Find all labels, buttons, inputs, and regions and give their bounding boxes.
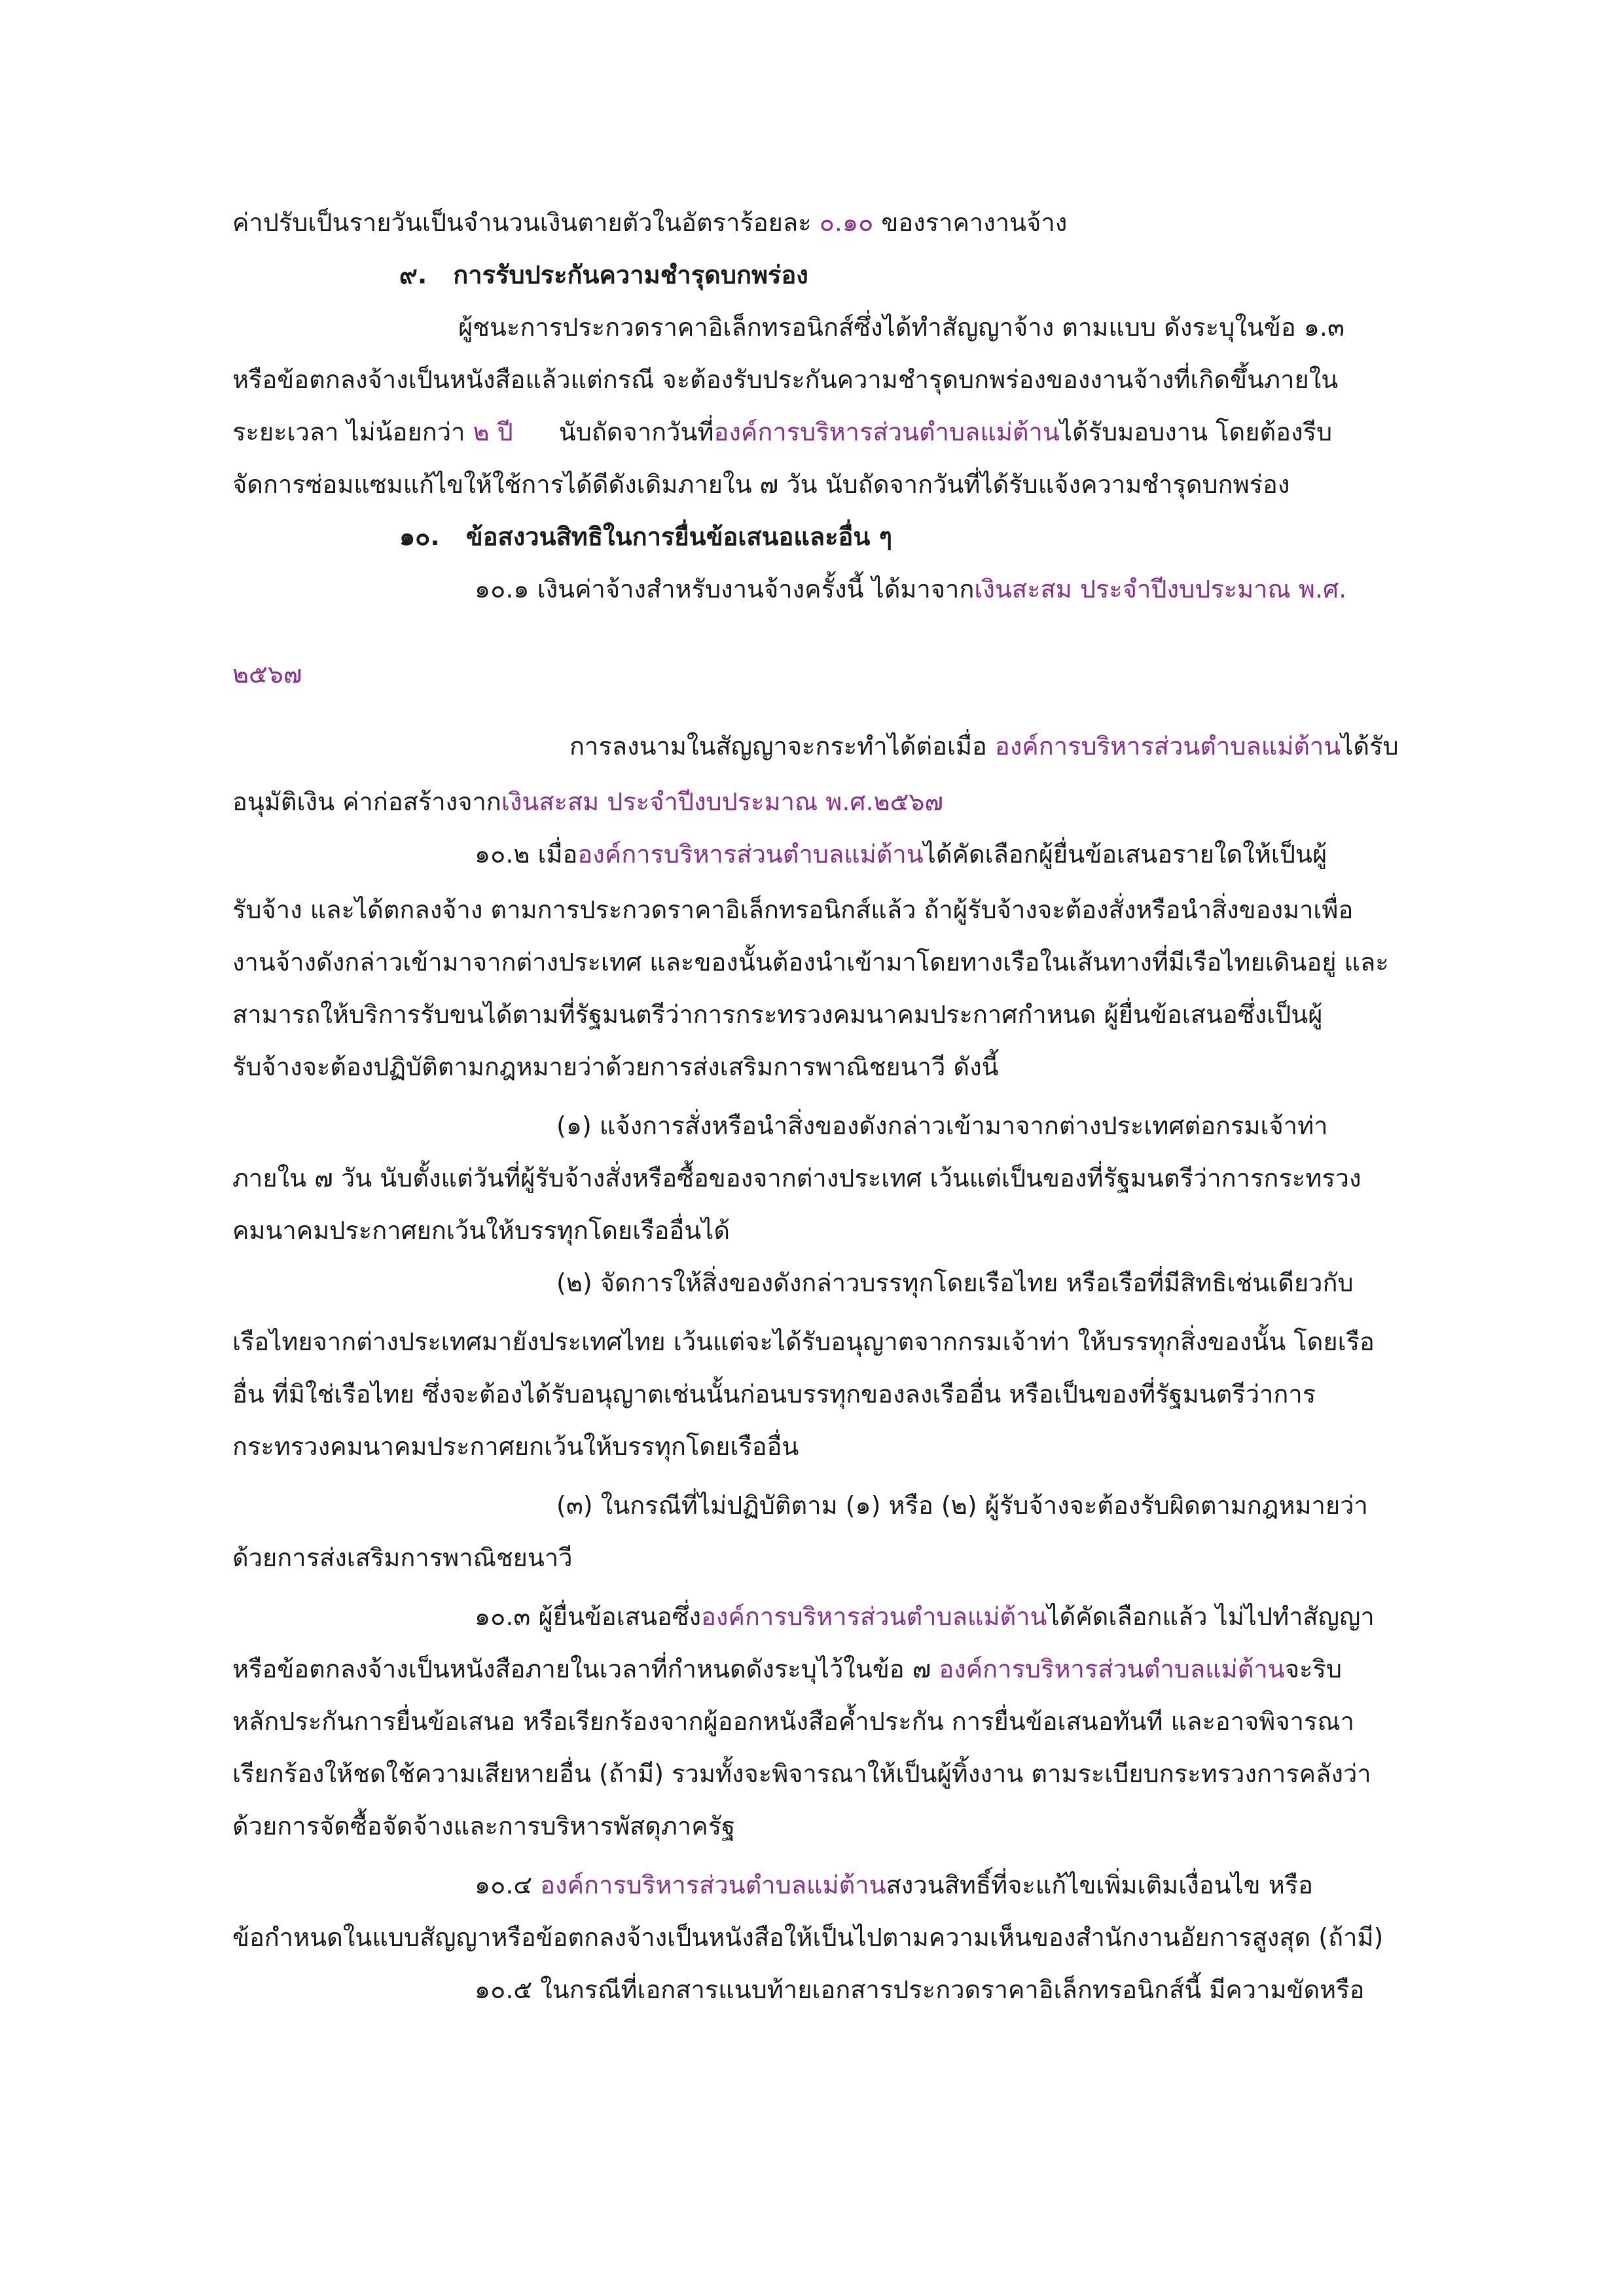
- text-line: [475, 828, 1327, 880]
- paragraph-text: ข้อกำหนดในแบบสัญญาหรือข้อตกลงจ้างเป็นหนังสือให้เป็นไปตามความเห็นของสำนักงานอัยการสูงสุด (ถ้ามี): [232, 1923, 1384, 1952]
- highlighted-value: เงินสะสม ประจำปีงบประมาณ พ.ศ.: [974, 575, 1347, 603]
- text-line: [232, 196, 1067, 249]
- paragraph-text: ๑๐.๕ ในกรณีที่เอกสารแนบท้ายเอกสารประกวดราคาอิเล็กทรอนิกส์นี้ มีความขัดหรือ: [475, 1975, 1365, 2004]
- text-segment: อนุมัติเงิน ค่าก่อสร้างจาก: [232, 787, 501, 816]
- paragraph-text: คมนาคมประกาศยกเว้นให้บรรทุกโดยเรืออื่นได้: [232, 1216, 730, 1245]
- paragraph-text: ผู้ชนะการประกวดราคาอิเล็กทรอนิกส์ซึ่งได้ทำสัญญาจ้าง ตามแบบ ดังระบุในข้อ ๑.๓: [458, 313, 1344, 342]
- text-line: [556, 1257, 1354, 1309]
- text-line: [232, 884, 1353, 936]
- paragraph-text: เรือไทยจากต่างประเทศมายังประเทศไทย เว้นแต่จะได้รับอนุญาตจากกรมเจ้าท่า ให้บรรทุกสิ่งของนั้น โดยเรือ: [232, 1327, 1375, 1356]
- paragraph-text: เรียกร้องให้ชดใช้ความเสียหายอื่น (ถ้ามี) รวมทั้งจะพิจารณาให้เป็นผู้ทิ้งงาน ตามระเบียบกระทรวงการคลังว่า: [232, 1759, 1371, 1788]
- text-line: [475, 1964, 1364, 2016]
- text-line: [232, 1911, 1383, 1964]
- highlighted-value: ๒ ปี: [473, 418, 513, 446]
- paragraph-text: จัดการซ่อมแซมแก้ไขให้ใช้การได้ดีดังเดิมภายใน ๗ วัน นับถัดจากวันที่ได้รับแจ้งความชำรุดบกพร่อง: [232, 470, 1290, 499]
- organization-name: องค์การบริหารส่วนตำบลแม่ต้าน: [577, 840, 924, 869]
- section-heading-9: [399, 249, 808, 301]
- paragraph-text: ด้วยการจัดซื้อจัดจ้างและการบริหารพัสดุภาครัฐ: [232, 1812, 736, 1840]
- highlighted-value: ๐.๑๐: [819, 208, 874, 237]
- text-line: [458, 301, 1344, 353]
- paragraph-text: รับจ้าง และได้ตกลงจ้าง ตามการประกวดราคาอิเล็กทรอนิกส์แล้ว ถ้าผู้รับจ้างจะต้องสั่งหรือนำสิ่งของมาเพื่อ: [232, 895, 1354, 924]
- text-segment: ระยะเวลา ไม่น้อยกว่า: [232, 418, 473, 446]
- text-line: [232, 1368, 1316, 1420]
- section-title: ข้อสงวนสิทธิในการยื่นข้อเสนอและอื่น ๆ: [465, 522, 892, 551]
- highlighted-value: ๒๕๖๗: [232, 660, 302, 689]
- text-line: [232, 776, 943, 828]
- highlighted-value: เงินสะสม ประจำปีงบประมาณ พ.ศ.๒๕๖๗: [501, 787, 944, 816]
- text-line: [232, 1643, 1342, 1695]
- text-line: [232, 1204, 730, 1257]
- text-line: [232, 988, 1323, 1041]
- text-segment: จะริบ: [1284, 1655, 1342, 1683]
- text-line: [475, 1859, 1313, 1911]
- text-line: [232, 1152, 1362, 1204]
- text-line: [232, 1316, 1375, 1368]
- paragraph-text: รับจ้างจะต้องปฏิบัติตามกฎหมายว่าด้วยการส่งเสริมการพาณิชยนาวี ดังนี้: [232, 1052, 999, 1081]
- text-line: [232, 353, 1338, 406]
- text-line: [232, 936, 1389, 988]
- text-line: [556, 1479, 1368, 1532]
- text-line: [475, 563, 1346, 615]
- text-segment: การลงนามในสัญญาจะกระทำได้ต่อเมื่อ: [569, 732, 995, 761]
- text-line: [232, 1041, 999, 1093]
- text-segment: ได้รับ: [1341, 732, 1399, 761]
- paragraph-text: หลักประกันการยื่นข้อเสนอ หรือเรียกร้องจากผู้ออกหนังสือค้ำประกัน การยื่นข้อเสนอทันที และอาจพิจารณา: [232, 1707, 1354, 1736]
- paragraph-text: งานจ้างดังกล่าวเข้ามาจากต่างประเทศ และของนั้นต้องนำเข้ามาโดยทางเรือในเส้นทางที่มีเรือไทยเดินอยู่ และ: [232, 948, 1389, 977]
- paragraph-text: กระทรวงคมนาคมประกาศยกเว้นให้บรรทุกโดยเรืออื่น: [232, 1432, 799, 1461]
- text-segment: นับถัดจากวันที่: [558, 418, 714, 446]
- text-line: [232, 648, 302, 700]
- text-segment: ค่าปรับเป็นรายวันเป็นจำนวนเงินตายตัวในอัตราร้อยละ: [232, 208, 820, 237]
- text-line: [232, 1532, 573, 1584]
- text-line: [232, 458, 1290, 511]
- text-line: [569, 720, 1399, 772]
- text-line: [232, 1695, 1354, 1748]
- text-segment: ได้คัดเลือกผู้ยื่นข้อเสนอรายใดให้เป็นผู้: [923, 840, 1327, 869]
- text-segment: ได้รับมอบงาน โดยต้องรีบ: [1059, 418, 1333, 446]
- paragraph-text: (๒) จัดการให้สิ่งของดังกล่าวบรรทุกโดยเรือไทย หรือเรือที่มีสิทธิเช่นเดียวกับ: [556, 1268, 1354, 1297]
- text-segment: ได้คัดเลือกแล้ว ไม่ไปทำสัญญา: [1047, 1602, 1375, 1631]
- organization-name: องค์การบริหารส่วนตำบลแม่ต้าน: [713, 418, 1060, 446]
- text-segment: ๑๐.๑ เงินค่าจ้างสำหรับงานจ้างครั้งนี้ ได้มาจาก: [475, 575, 975, 603]
- paragraph-text: (๑) แจ้งการสั่งหรือนำสิ่งของดังกล่าวเข้ามาจากต่างประเทศต่อกรมเจ้าท่า: [556, 1111, 1328, 1140]
- text-segment: ๑๐.๒ เมื่อ: [475, 840, 578, 869]
- text-line: [232, 1800, 735, 1852]
- text-segment: ๑๐.๓ ผู้ยื่นข้อเสนอซึ่ง: [475, 1602, 702, 1631]
- paragraph-text: อื่น ที่มิใช่เรือไทย ซึ่งจะต้องได้รับอนุญาตเช่นนั้นก่อนบรรทุกของลงเรืออื่น หรือเป็นของที่รัฐมนตรีว่าการ: [232, 1380, 1316, 1408]
- text-line: [232, 406, 1332, 458]
- organization-name: องค์การบริหารส่วนตำบลแม่ต้าน: [994, 732, 1341, 761]
- paragraph-text: ด้วยการส่งเสริมการพาณิชยนาวี: [232, 1543, 573, 1572]
- section-number: ๑๐.: [399, 522, 440, 551]
- paragraph-text: ภายใน ๗ วัน นับตั้งแต่วันที่ผู้รับจ้างสั่งหรือซื้อของจากต่างประเทศ เว้นแต่เป็นของที่รัฐมนตรีว่าการกระทรวง: [232, 1164, 1362, 1193]
- organization-name: องค์การบริหารส่วนตำบลแม่ต้าน: [540, 1871, 886, 1899]
- organization-name: องค์การบริหารส่วนตำบลแม่ต้าน: [939, 1655, 1285, 1683]
- paragraph-text: สามารถให้บริการรับขนได้ตามที่รัฐมนตรีว่าการกระทรวงคมนาคมประกาศกำหนด ผู้ยื่นข้อเสนอซึ่งเป็นผู้: [232, 1000, 1323, 1029]
- organization-name: องค์การบริหารส่วนตำบลแม่ต้าน: [701, 1602, 1047, 1631]
- text-segment: ของราคางานจ้าง: [873, 208, 1068, 237]
- paragraph-text: (๓) ในกรณีที่ไม่ปฏิบัติตาม (๑) หรือ (๒) ผู้รับจ้างจะต้องรับผิดตามกฎหมายว่า: [556, 1491, 1368, 1520]
- text-segment: สงวนสิทธิ์ที่จะแก้ไขเพิ่มเติมเงื่อนไข หรือ: [886, 1871, 1313, 1899]
- text-line: [556, 1100, 1327, 1152]
- text-line: [232, 1748, 1371, 1800]
- text-segment: หรือข้อตกลงจ้างเป็นหนังสือภายในเวลาที่กำหนดดังระบุไว้ในข้อ ๗: [232, 1655, 939, 1683]
- section-number: ๙.: [399, 260, 427, 289]
- text-line: [232, 1420, 799, 1473]
- section-title: การรับประกันความชำรุดบกพร่อง: [453, 260, 808, 289]
- text-line: [475, 1590, 1375, 1643]
- paragraph-text: หรือข้อตกลงจ้างเป็นหนังสือแล้วแต่กรณี จะต้องรับประกันความชำรุดบกพร่องของงานจ้างที่เกิดขึ้นภายใน: [232, 365, 1339, 394]
- section-heading-10: [399, 511, 892, 563]
- text-segment: ๑๐.๔: [475, 1871, 541, 1899]
